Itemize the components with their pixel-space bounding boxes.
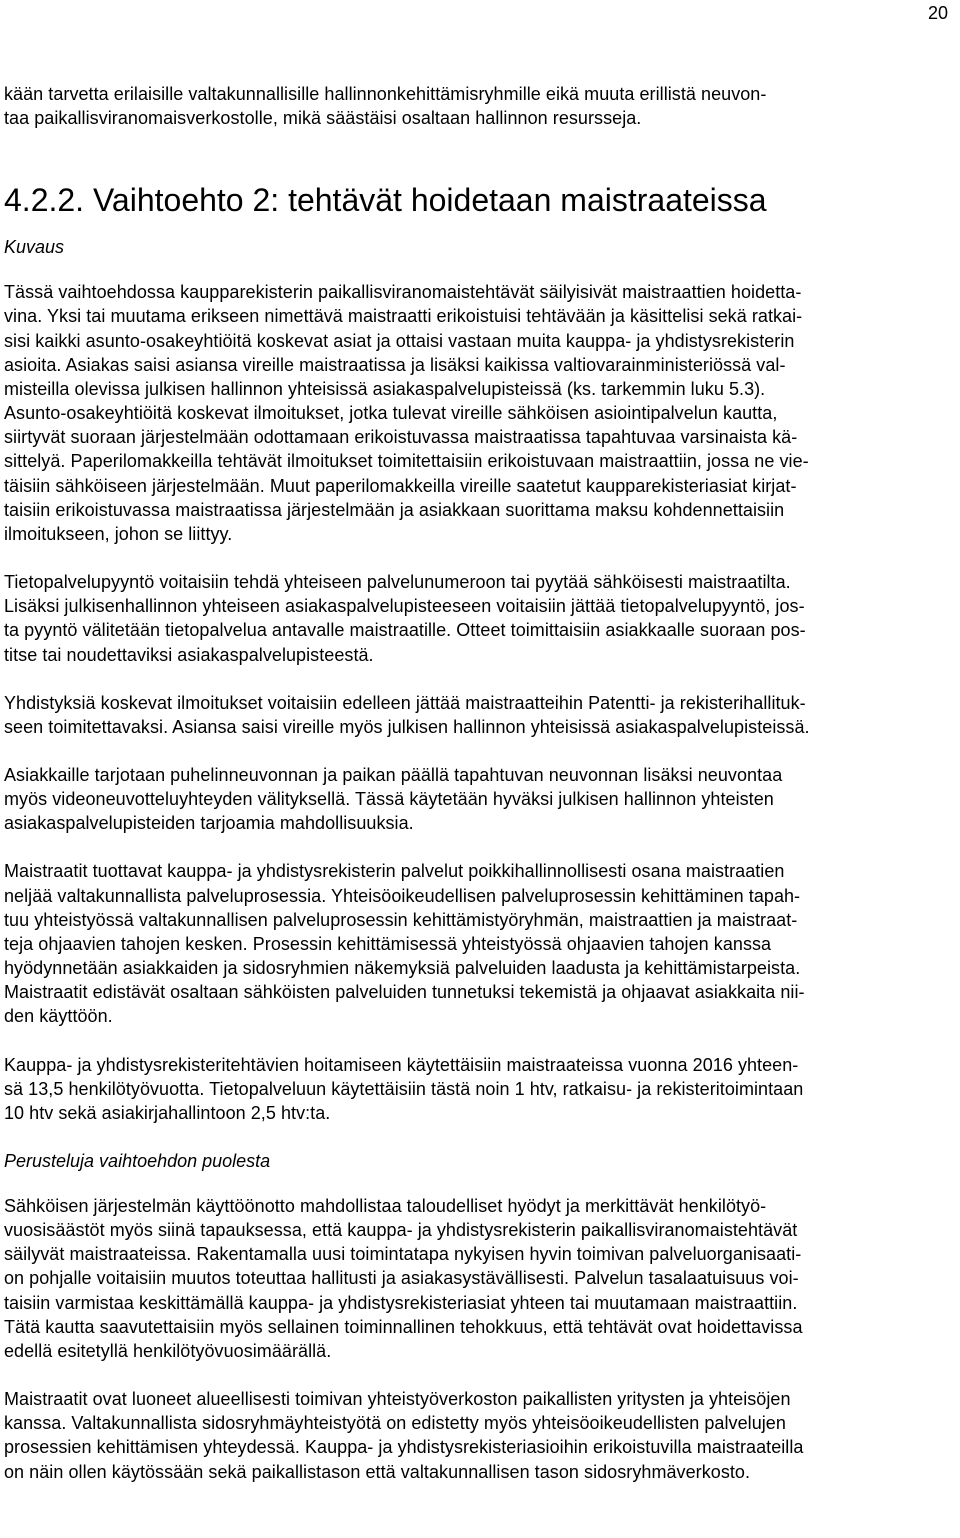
document-body xyxy=(4,82,956,1484)
paragraph-description-5: Maistraatit tuottavat kauppa- ja yhdistysrekisterin palvelut poikkihallinnollisesti osana maistraatien neljää valtakunnallista palveluprosessia. Yhteisöoikeudellisen palveluprosessin kehittäminen tapah- tuu yhteistyössä valtakunnallisen palveluprosessin kehittämistyöryhmän, maistraattien ja maistraat- teja ohjaavien tahojen kesken. Prosessin kehittämisessä yhteistyössä ohjaavien tahojen kanssa hyödynnetään asiakkaiden ja sidosryhmien näkemyksiä palveluiden laadusta ja kehittämistarpeista. Maistraatit edistävät osaltaan sähköisten palveluiden tunnetuksi tekemistä ja ohjaavat asiakkaita nii- den käyttöön. xyxy=(4,861,805,1027)
page-number: 20 xyxy=(927,3,948,23)
paragraph-description-1: Tässä vaihtoehdossa kaupparekisterin paikallisviranomaistehtävät säilyisivät maistraattien hoidetta- vina. Yksi tai muutama erikseen nimettävä maistraatti erikoistuisi tehtävään ja käsittelisi sekä ratkai- sisi kaikki asunto-osakeyhtiöitä koskevat asiat ja ottaisi vastaan muita kauppa- ja yhdistysrekisterin asioita. Asiakas saisi asiansa vireille maistraatissa ja lisäksi kaikissa valtiovarainministeriössä val- misteilla olevissa julkisen hallinnon yhteisissä asiakaspalvelupisteissä (ks. tarkemmin luku 5.3). Asunto-osakeyhtiöitä koskevat ilmoitukset, jotka tulevat vireille sähköisen asiointipalvelun kautta, siirtyvät suoraan järjestelmään odottamaan erikoistuvassa maistraatissa tapahtuvaa varsinaista kä- sittelyä. Paperilomakkeilla tehtävät ilmoitukset toimitettaisiin erikoistuvaan maistraattiin, jossa ne vie- täisiin sähköiseen järjestelmään. Muut paperilomakkeilla vireille saatetut kaupparekisteriasiat kirjat- taisiin erikoistuvassa maistraatissa järjestelmään ja asiakkaan suorittama maksu kohdennettaisiin ilmoitukseen, johon se liittyy. xyxy=(4,282,809,544)
section-heading: 4.2.2. Vaihtoehto 2: tehtävät hoidetaan maistraateissa xyxy=(4,182,767,219)
paragraph-arguments-2: Maistraatit ovat luoneet alueellisesti toimivan yhteistyöverkoston paikallisten yritysten ja yhteisöjen kanssa. Valtakunnallista sidosryhmäyhteistyötä on edistetty myös yhteisöoikeudellisten palvelujen prosessien kehittämisen yhteydessä. Kauppa- ja yhdistysrekisteriasioihin erikoistuvilla maistraateilla on näin ollen käytössään sekä paikallistason että valtakunnallisen tason sidosryhmäverkosto. xyxy=(4,1389,804,1482)
paragraph-description-3: Yhdistyksiä koskevat ilmoitukset voitaisiin edelleen jättää maistraatteihin Patentti- ja rekisterihallituk- seen toimitettavaksi. Asiansa saisi vireille myös julkisen hallinnon yhteisissä asiakaspalvelupisteissä. xyxy=(4,692,810,737)
subheading-arguments: Perusteluja vaihtoehdon puolesta xyxy=(4,1151,271,1171)
paragraph-description-4: Asiakkaille tarjotaan puhelinneuvonnan ja paikan päällä tapahtuvan neuvonnan lisäksi neuvontaa myös videoneuvotteluyhteyden välityksellä. Tässä käytetään hyväksi julkisen hallinnon yhteisten asiakaspalvelupisteiden tarjoamia mahdollisuuksia. xyxy=(4,764,783,834)
paragraph-description-2: Tietopalvelupyyntö voitaisiin tehdä yhteiseen palvelunumeroon tai pyytää sähköisesti maistraatilta. Lisäksi julkisenhallinnon yhteiseen asiakaspalvelupisteeseen voitaisiin jättää tietopalvelupyyntö, jos- ta pyyntö välitetään tietopalvelua antavalle maistraatille. Otteet toimittaisiin asiakkaalle suoraan pos- titse tai noudettaviksi asiakaspalvelupisteestä. xyxy=(4,572,806,665)
paragraph-description-6: Kauppa- ja yhdistysrekisteritehtävien hoitamiseen käytettäisiin maistraateissa vuonna 2016 yhteen- sä 13,5 henkilötyövuotta. Tietopalveluun käytettäisiin tästä noin 1 htv, ratkaisu- ja rekisteritoimintaan 10 htv sekä asiakirjahallintoon 2,5 htv:ta. xyxy=(4,1054,804,1123)
paragraph-arguments-1: Sähköisen järjestelmän käyttöönotto mahdollistaa taloudelliset hyödyt ja merkittävät henkilötyö- vuosisäästöt myös siinä tapauksessa, että kauppa- ja yhdistysrekisterin paikallisviranomaistehtävät säilyvät maistraateissa. Rakentamalla uusi toimintatapa nykyisen hyvin toimivan palveluorganisaati- on pohjalle voitaisiin muutos toteuttaa hallitusti ja asiakasystävällisesti. Palvelun tasalaatuisuus voi- taisiin varmistaa keskittämällä kauppa- ja yhdistysrekisteriasiat yhteen tai muutamaan maistraattiin. Tätä kautta saavutettaisiin myös sellainen toiminnallinen tehokkuus, että tehtävät ovat hoidettavissa edellä esitetyllä henkilötyövuosimäärällä. xyxy=(4,1196,803,1361)
subheading-description: Kuvaus xyxy=(4,237,65,258)
intro-paragraph: kään tarvetta erilaisille valtakunnallisille hallinnonkehittämisryhmille eikä muuta erillistä neuvon- taa paikallisviranomaisverkostolle, mikä säästäisi osaltaan hallinnon resursseja. xyxy=(4,84,767,129)
